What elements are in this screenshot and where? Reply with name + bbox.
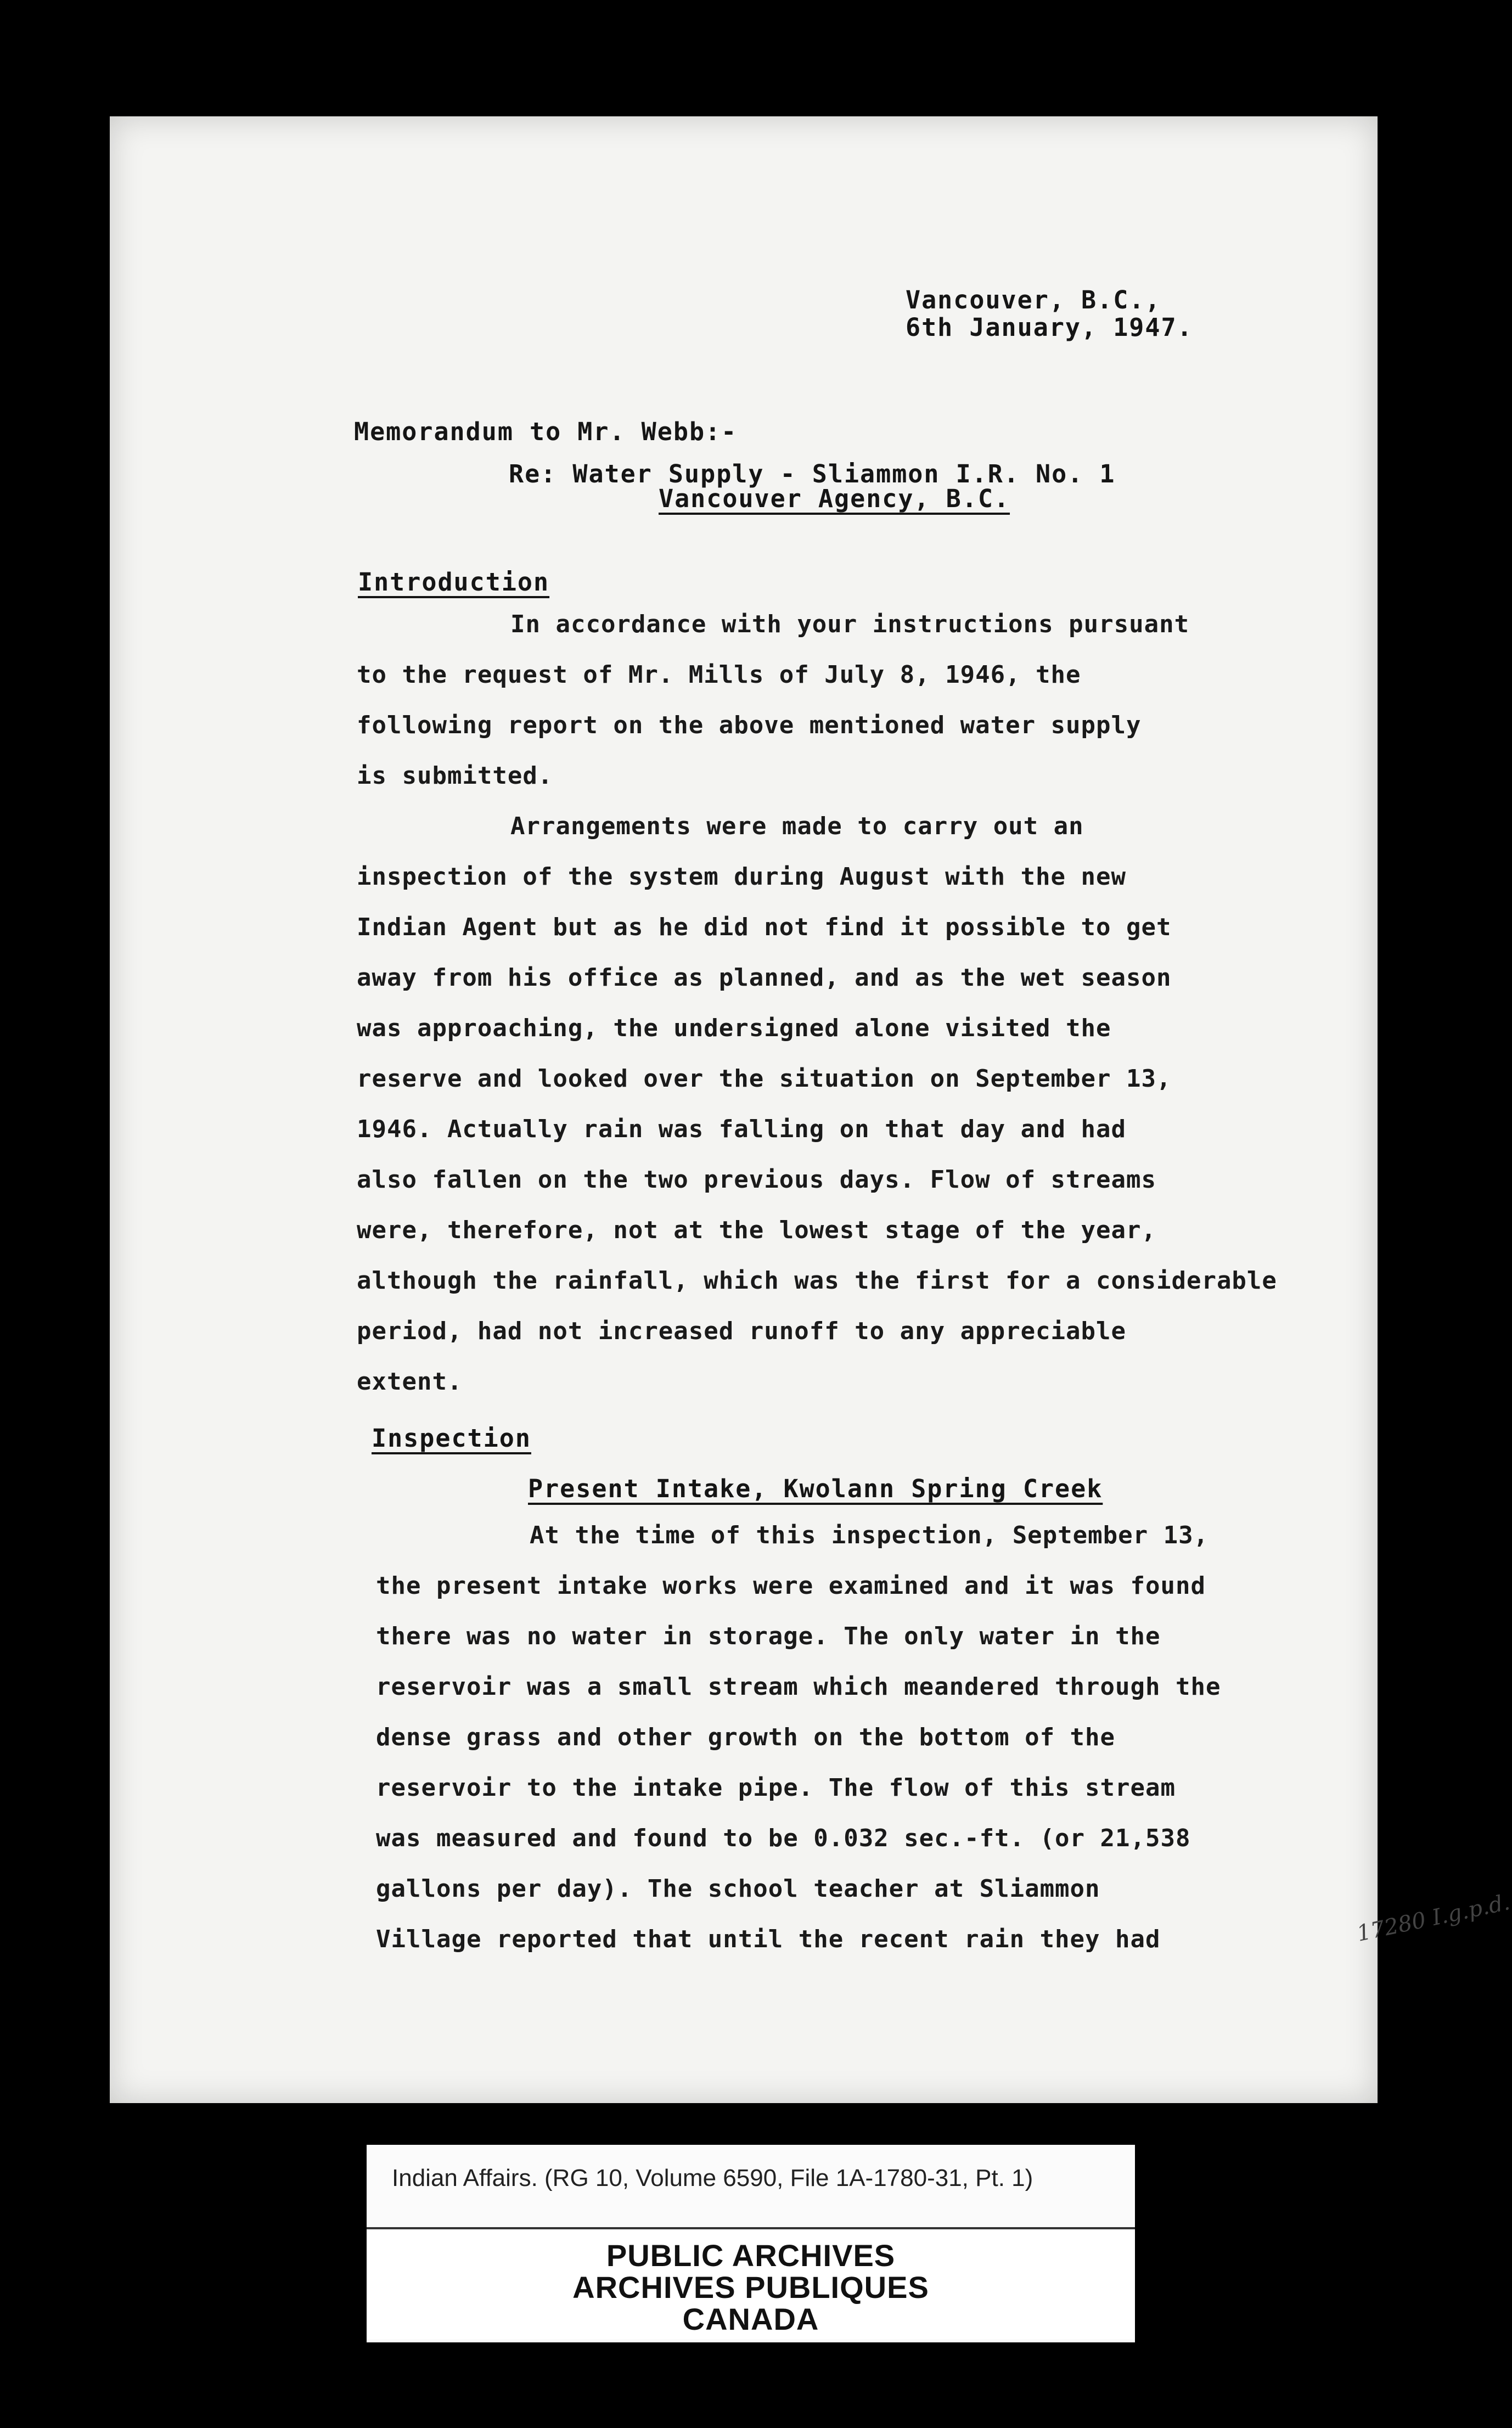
text-line: to the request of Mr. Mills of July 8, 1946, the: [357, 661, 1081, 689]
archive-stamp: [367, 2227, 1135, 2339]
archive-label: [367, 2145, 1135, 2342]
text-line: there was no water in storage. The only water in the: [376, 1622, 1161, 1650]
date-line: 6th January, 1947.: [906, 313, 1193, 342]
text-line: Village reported that until the recent rain they had: [376, 1925, 1161, 1953]
text-line: is submitted.: [357, 762, 553, 790]
text-line: period, had not increased runoff to any appreciable: [357, 1317, 1127, 1345]
introduction-heading: Introduction: [358, 567, 550, 597]
text-line: extent.: [357, 1368, 463, 1396]
text-line: although the rainfall, which was the first for a considerable: [357, 1267, 1277, 1295]
text-line: the present intake works were examined and it was found: [376, 1572, 1206, 1600]
text-line: away from his office as planned, and as the wet season: [357, 964, 1172, 992]
document-page: [110, 116, 1512, 2103]
text-line: gallons per day). The school teacher at Sliammon: [376, 1875, 1100, 1903]
archive-reference: Indian Affairs. (RG 10, Volume 6590, File 1A-1780-31, Pt. 1): [392, 2165, 1033, 2191]
memo-subject-line-1: Re: Water Supply - Sliammon I.R. No. 1: [509, 459, 1116, 488]
text-line: following report on the above mentioned water supply: [357, 711, 1142, 739]
intake-subheading: Present Intake, Kwolann Spring Creek: [528, 1474, 1103, 1503]
text-line: reservoir was a small stream which meandered through the: [376, 1673, 1221, 1701]
introduction-body: [357, 599, 1301, 1407]
text-line: reservoir to the intake pipe. The flow of this stream: [376, 1774, 1176, 1802]
archive-stamp-line-2: ARCHIVES PUBLIQUES: [572, 2270, 929, 2305]
memo-subject-line-2: Vancouver Agency, B.C.: [659, 484, 1010, 513]
memo-recipient: Memorandum to Mr. Webb:-: [354, 417, 738, 446]
inspection-body: [376, 1510, 1320, 1965]
text-line: was approaching, the undersigned alone visited the: [357, 1014, 1111, 1042]
text-line: Arrangements were made to carry out an: [510, 812, 1084, 840]
archive-stamp-line-3: CANADA: [682, 2302, 819, 2336]
text-line: At the time of this inspection, September 13,: [530, 1521, 1209, 1549]
inspection-heading: Inspection: [372, 1424, 531, 1453]
place-line: Vancouver, B.C.,: [906, 285, 1161, 314]
text-line: Indian Agent but as he did not find it possible to get: [357, 913, 1172, 941]
archive-stamp-line-1: PUBLIC ARCHIVES: [606, 2238, 896, 2273]
text-line: was measured and found to be 0.032 sec.-ft. (or 21,538: [376, 1824, 1191, 1852]
handwritten-margin-note: 17280 I.g.p.d.: [1354, 1890, 1512, 1947]
text-line: were, therefore, not at the lowest stage of the year,: [357, 1216, 1156, 1244]
text-line: also fallen on the two previous days. Flow of streams: [357, 1166, 1156, 1194]
text-line: 1946. Actually rain was falling on that day and had: [357, 1115, 1127, 1143]
text-line: inspection of the system during August with the new: [357, 863, 1127, 891]
text-line: reserve and looked over the situation on September 13,: [357, 1065, 1172, 1093]
text-line: In accordance with your instructions pursuant: [510, 610, 1190, 638]
text-line: dense grass and other growth on the bottom of the: [376, 1723, 1116, 1751]
